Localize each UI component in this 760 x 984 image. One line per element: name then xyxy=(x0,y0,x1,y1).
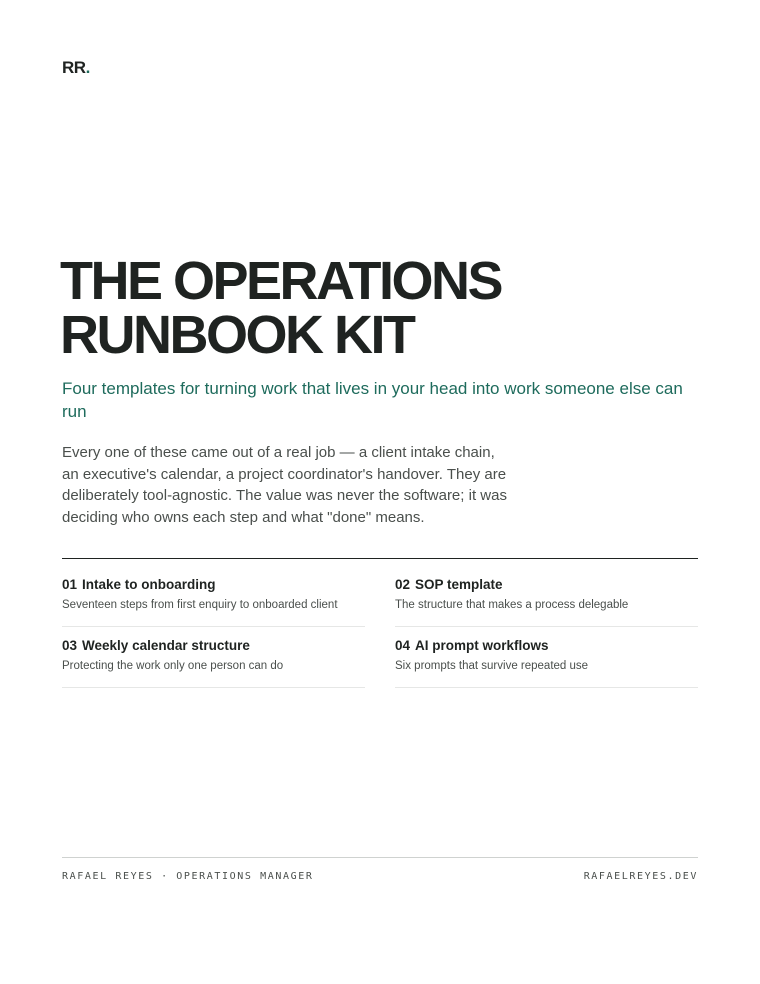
template-description: Seventeen steps from first enquiry to onboarded client xyxy=(62,599,338,611)
template-heading xyxy=(395,576,698,594)
title-line-2: RUNBOOK KIT xyxy=(60,305,414,365)
footer-website: RAFAELREYES.DEV xyxy=(583,871,698,882)
logo-initials: RR xyxy=(62,58,86,77)
intro-paragraph: Every one of these came out of a real job — a client intake chain, an executive's calendar, a project coordinator's handover. They are deliberately tool-agnostic. The value was never the software; it was deciding who owns each step and what "done" means. xyxy=(62,444,507,526)
template-number: 02 xyxy=(395,577,411,592)
template-item-ai-prompts xyxy=(395,627,698,688)
template-item-sop xyxy=(395,566,698,627)
template-name: Intake to onboarding xyxy=(82,577,216,592)
page-title xyxy=(60,251,700,365)
template-heading xyxy=(62,576,365,594)
template-name: AI prompt workflows xyxy=(415,638,549,653)
footer-divider xyxy=(62,857,698,858)
template-name: Weekly calendar structure xyxy=(82,638,250,653)
template-description: Six prompts that survive repeated use xyxy=(395,660,589,672)
template-number: 01 xyxy=(62,577,78,592)
template-number: 04 xyxy=(395,638,411,653)
template-number: 03 xyxy=(62,638,78,653)
template-list xyxy=(62,566,698,688)
template-description: Protecting the work only one person can do xyxy=(62,660,284,672)
template-name: SOP template xyxy=(415,577,503,592)
template-heading xyxy=(395,637,698,655)
footer-author: RAFAEL REYES · OPERATIONS MANAGER xyxy=(62,871,314,882)
subtitle: Four templates for turning work that lives in your head into work someone else can run xyxy=(62,379,683,421)
brand-logo xyxy=(62,58,90,78)
template-heading xyxy=(62,637,365,655)
title-line-1: THE OPERATIONS xyxy=(60,251,502,311)
logo-dot: . xyxy=(85,58,90,77)
template-description: The structure that makes a process delegable xyxy=(395,599,629,611)
template-item-intake xyxy=(62,566,365,627)
template-item-calendar xyxy=(62,627,365,688)
section-divider xyxy=(62,558,698,559)
